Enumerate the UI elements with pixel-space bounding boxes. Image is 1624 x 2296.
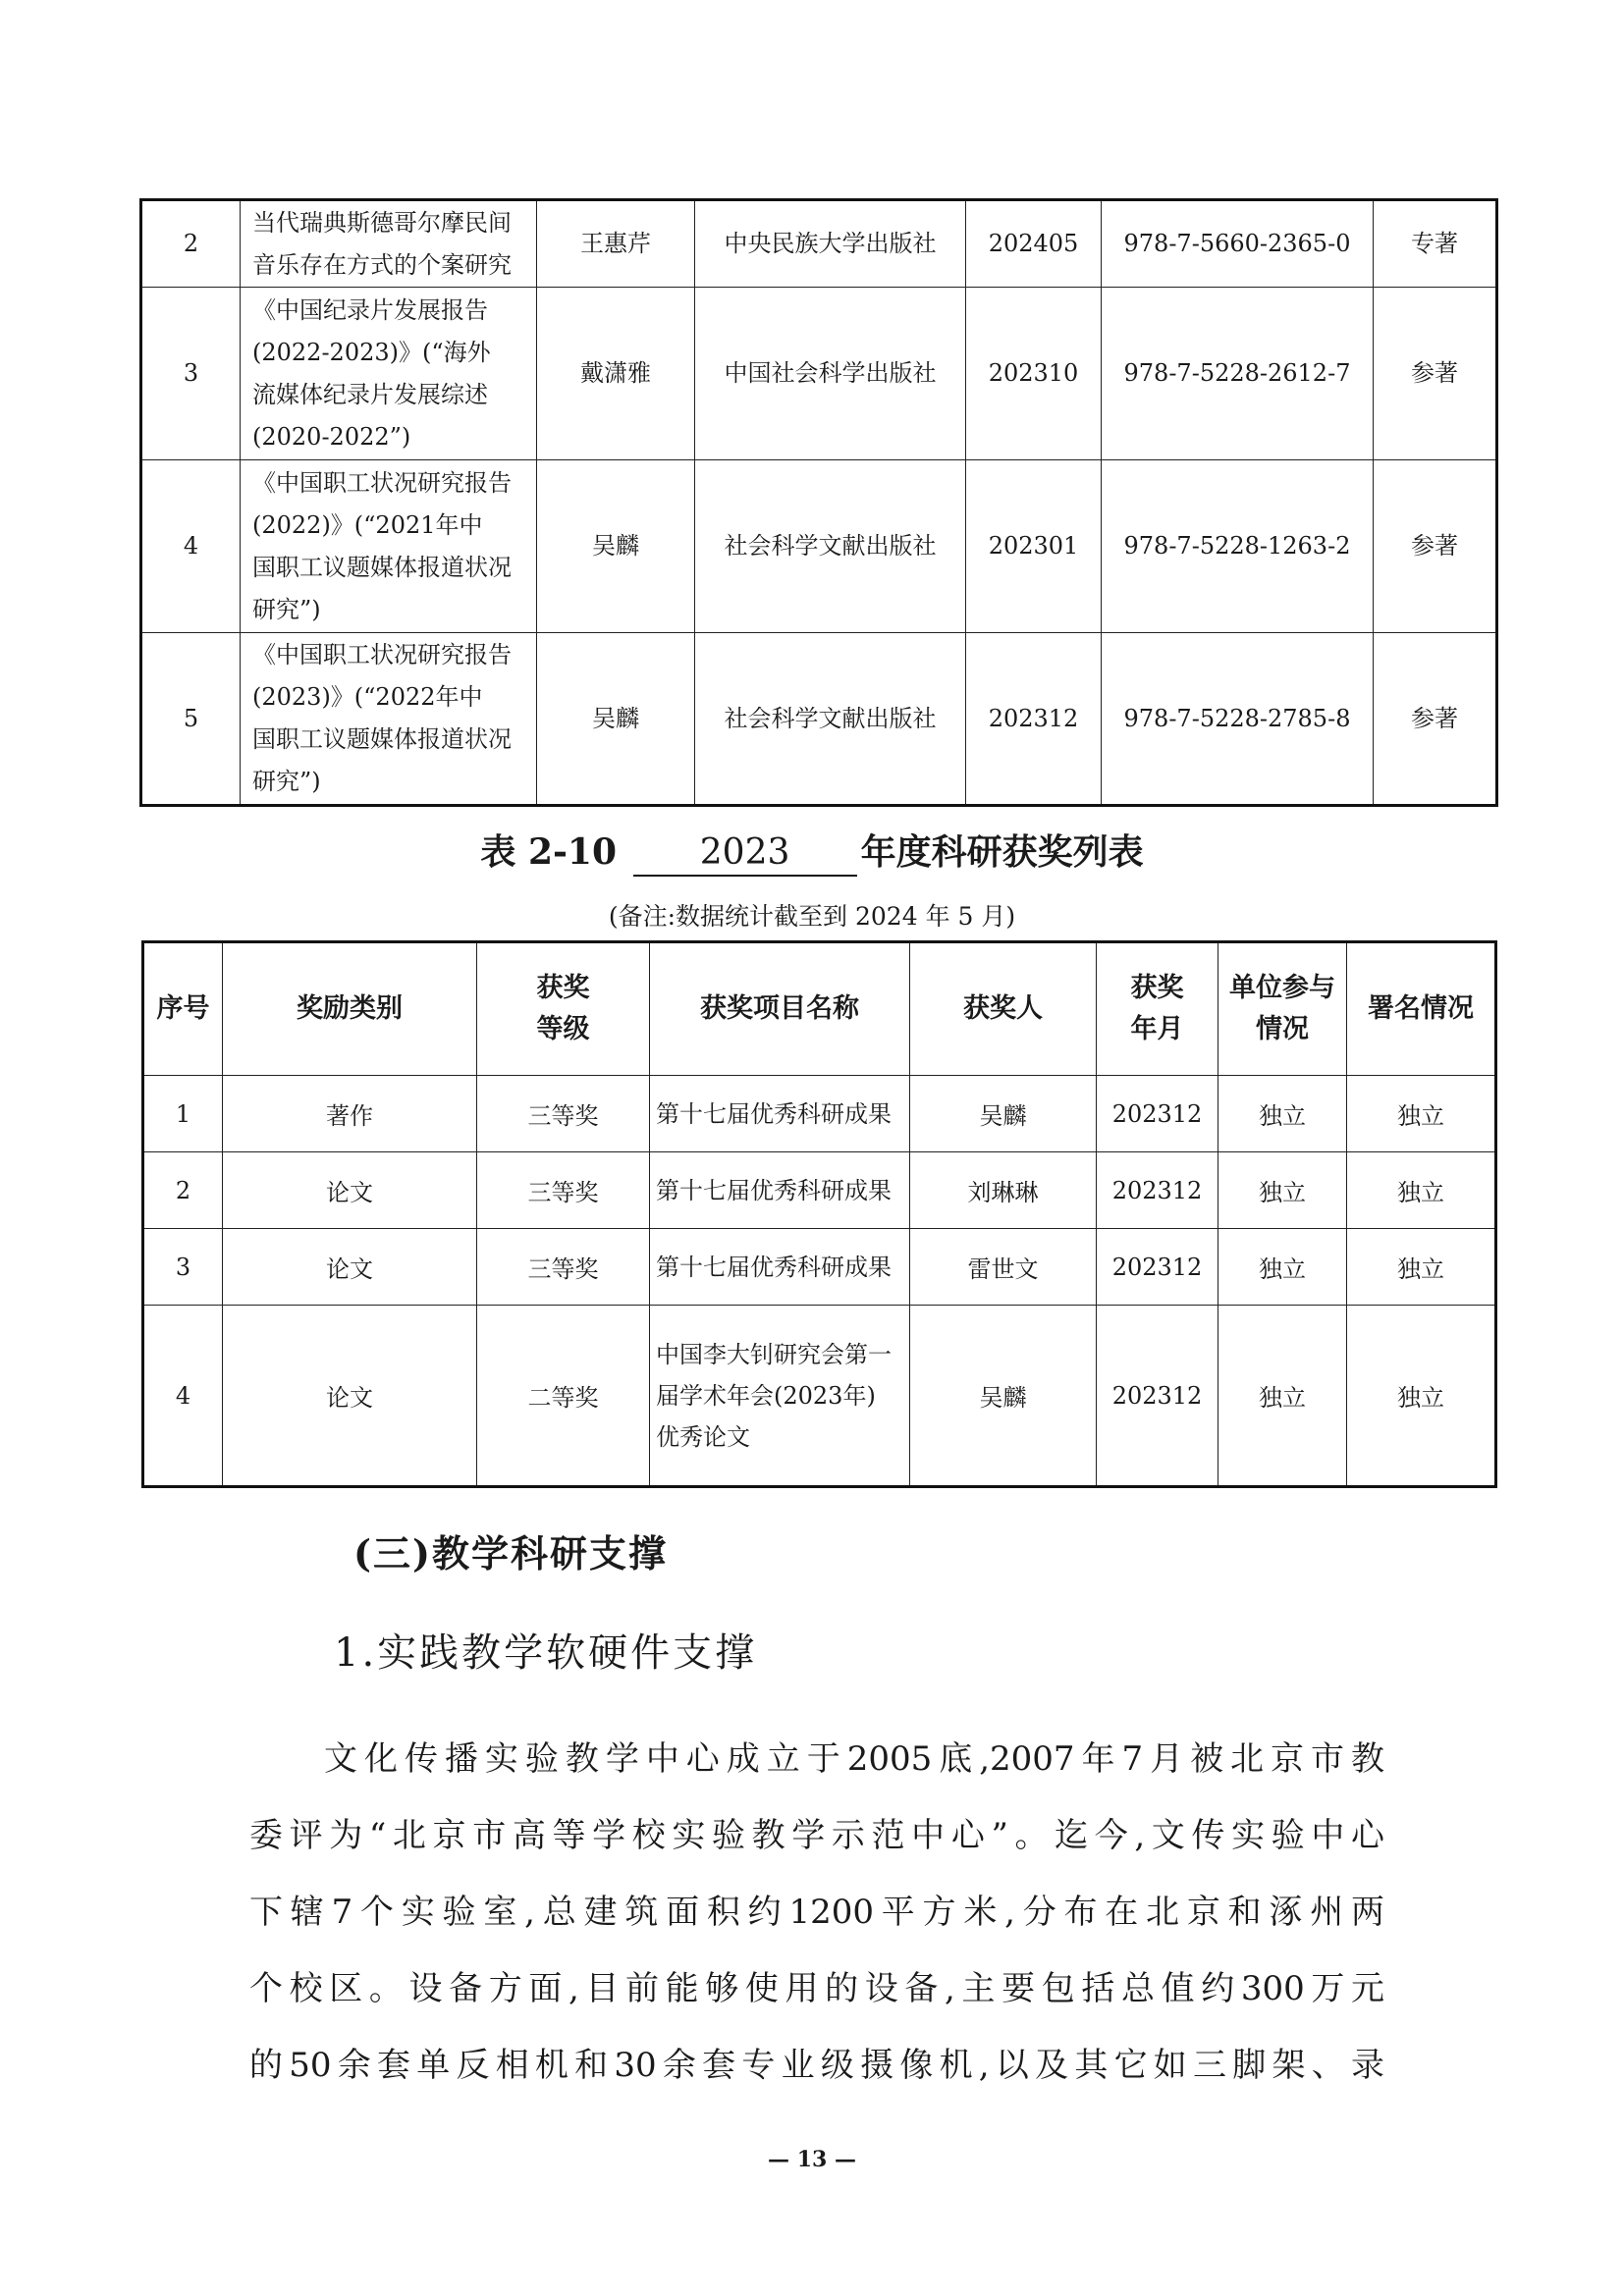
cell-winner: 吴麟 [910,1076,1097,1152]
cell-level: 二等奖 [477,1306,650,1487]
header-level: 获奖 等级 [477,942,650,1076]
title-line: 当代瑞典斯德哥尔摩民间 [252,208,512,237]
cell-category: 著作 [223,1076,477,1152]
cell-project [650,1152,910,1229]
header-category: 奖励类别 [223,942,477,1076]
cell-author: 吴麟 [537,460,695,633]
cell-isbn: 978-7-5228-2785-8 [1102,633,1374,806]
title-line: 音乐存在方式的个案研究 [252,250,512,279]
cell-signature: 独立 [1347,1306,1496,1487]
awards-table [141,940,1497,1488]
publications-table [139,198,1498,807]
title-line: (2023)》(“2022年中 [252,683,483,711]
cell-publisher: 社会科学文献出版社 [695,460,966,633]
cell-category: 论文 [223,1229,477,1306]
body-paragraph [249,1721,1384,2104]
cell-month: 202312 [1097,1076,1218,1152]
cell-publisher: 社会科学文献出版社 [695,633,966,806]
project-line: 第十七届优秀科研成果 [656,1253,892,1281]
cell-isbn: 978-7-5228-2612-7 [1102,288,1374,460]
cell-category: 论文 [223,1152,477,1229]
table-row [143,1306,1496,1487]
cell-level: 三等奖 [477,1152,650,1229]
cell-no: 4 [141,460,241,633]
title-line: 国职工议题媒体报道状况 [252,553,512,581]
header-project: 获奖项目名称 [650,942,910,1076]
cell-publisher: 中国社会科学出版社 [695,288,966,460]
project-line: 第十七届优秀科研成果 [656,1099,892,1128]
title-line: 国职工议题媒体报道状况 [252,725,512,753]
cell-date: 202301 [966,460,1102,633]
table-row [143,1152,1496,1229]
cell-month: 202312 [1097,1229,1218,1306]
body-line: 文化传播实验教学中心成立于2005底,2007年7月被北京市教 [324,1739,1384,1779]
title-line: 《中国职工状况研究报告 [252,641,512,668]
cell-title [241,200,537,288]
cell-type: 参著 [1374,460,1497,633]
cell-type: 专著 [1374,200,1497,288]
cell-project [650,1076,910,1152]
cell-title [241,288,537,460]
header-unit: 单位参与 情况 [1218,942,1347,1076]
cell-no: 3 [143,1229,223,1306]
cell-author: 吴麟 [537,633,695,806]
table-row [141,200,1497,288]
body-line: 个校区。设备方面,目前能够使用的设备,主要包括总值约300万元 [249,1969,1384,2008]
cell-isbn: 978-7-5660-2365-0 [1102,200,1374,288]
title-line: (2022)》(“2021年中 [252,510,483,539]
cell-signature: 独立 [1347,1229,1496,1306]
cell-author: 戴潇雅 [537,288,695,460]
header-signature: 署名情况 [1347,942,1496,1076]
project-line: 届学术年会(2023年) [656,1381,876,1410]
cell-month: 202312 [1097,1152,1218,1229]
project-line: 中国李大钊研究会第一 [656,1340,892,1368]
table-caption [0,825,1624,877]
cell-category: 论文 [223,1306,477,1487]
cell-unit: 独立 [1218,1306,1347,1487]
cell-author: 王惠芹 [537,200,695,288]
table-row [143,1229,1496,1306]
header-winner: 获奖人 [910,942,1097,1076]
cell-project [650,1229,910,1306]
cell-title [241,633,537,806]
title-line: 《中国纪录片发展报告 [252,295,488,324]
cell-no: 5 [141,633,241,806]
cell-no: 4 [143,1306,223,1487]
cell-level: 三等奖 [477,1076,650,1152]
cell-date: 202405 [966,200,1102,288]
cell-date: 202310 [966,288,1102,460]
cell-unit: 独立 [1218,1229,1347,1306]
title-line: (2020-2022”) [252,422,411,451]
cell-month: 202312 [1097,1306,1218,1487]
cell-no: 1 [143,1076,223,1152]
table-row [141,633,1497,806]
cell-winner: 吴麟 [910,1306,1097,1487]
project-line: 第十七届优秀科研成果 [656,1176,892,1204]
cell-level: 三等奖 [477,1229,650,1306]
project-line: 优秀论文 [656,1422,750,1451]
cell-type: 参著 [1374,633,1497,806]
cell-unit: 独立 [1218,1076,1347,1152]
caption-year: 2023 [633,831,857,877]
cell-unit: 独立 [1218,1152,1347,1229]
cell-winner: 雷世文 [910,1229,1097,1306]
table-row [143,1076,1496,1152]
title-line: 研究”) [252,595,321,623]
sub-heading: 1.实践教学软硬件支撑 [334,1630,758,1676]
cell-no: 2 [141,200,241,288]
title-line: (2022-2023)》(“海外 [252,338,491,366]
title-line: 流媒体纪录片发展综述 [252,380,488,408]
header-month: 获奖 年月 [1097,942,1218,1076]
cell-winner: 刘琳琳 [910,1152,1097,1229]
caption-suffix: 年度科研获奖列表 [860,831,1144,873]
cell-signature: 独立 [1347,1152,1496,1229]
body-line: 委评为“北京市高等学校实验教学示范中心”。迄今,文传实验中心 [249,1816,1384,1855]
caption-prefix: 表 2-10 [480,831,618,873]
cell-publisher: 中央民族大学出版社 [695,200,966,288]
awards-header-row [143,942,1496,1076]
cell-type: 参著 [1374,288,1497,460]
header-no: 序号 [143,942,223,1076]
body-line: 的50余套单反相机和30余套专业级摄像机,以及其它如三脚架、录 [249,2046,1384,2085]
section-heading: (三)教学科研支撑 [353,1531,668,1575]
cell-date: 202312 [966,633,1102,806]
cell-isbn: 978-7-5228-1263-2 [1102,460,1374,633]
cell-no: 2 [143,1152,223,1229]
cell-title [241,460,537,633]
cell-signature: 独立 [1347,1076,1496,1152]
cell-no: 3 [141,288,241,460]
table-row [141,288,1497,460]
body-line: 下辖7个实验室,总建筑面积约1200平方米,分布在北京和涿州两 [249,1893,1384,1932]
page-number: — 13 — [768,2147,856,2172]
caption-note: (备注:数据统计截至到 2024 年 5 月) [608,902,1016,931]
cell-project [650,1306,910,1487]
title-line: 研究”) [252,768,321,795]
table-row [141,460,1497,633]
title-line: 《中国职工状况研究报告 [252,468,512,497]
